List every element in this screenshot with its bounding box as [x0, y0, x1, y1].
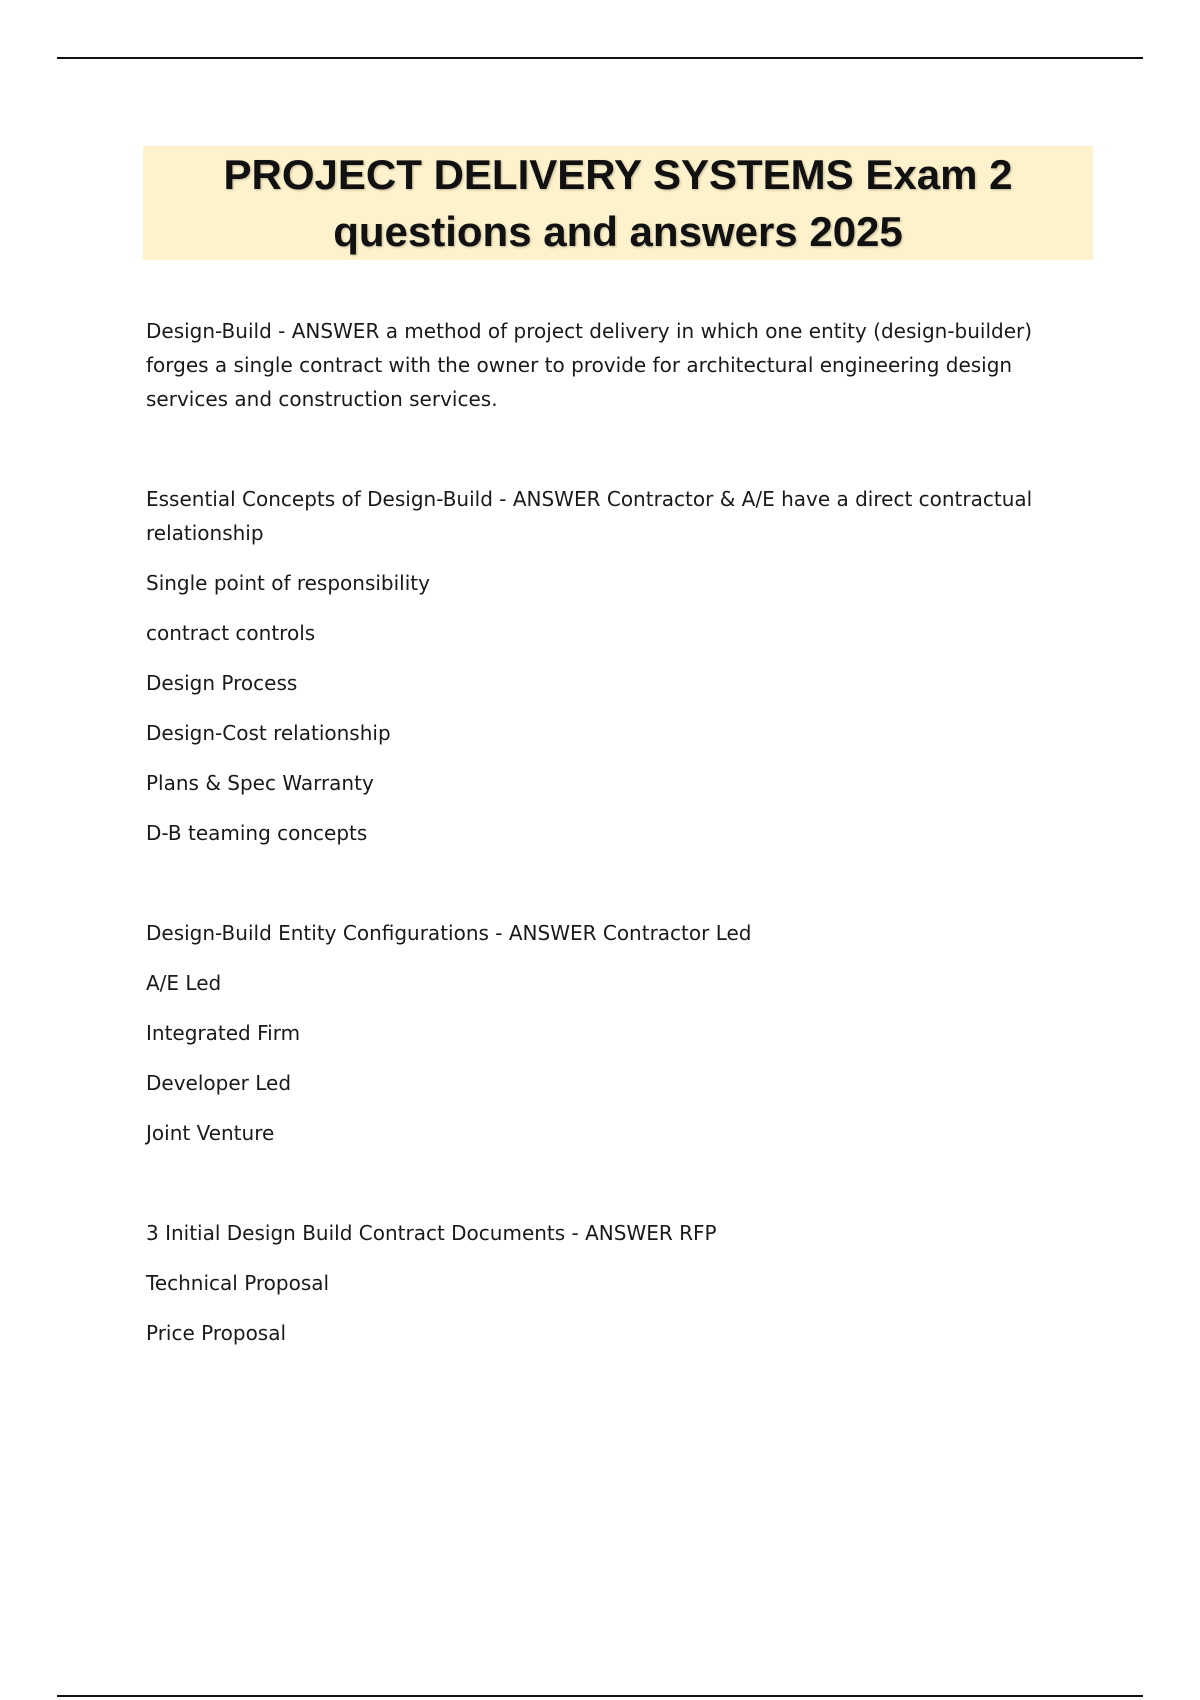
qa-question: Essential Concepts of Design-Build - ANSWER Contractor & A/E have a direct contractual relationship — [146, 487, 1033, 545]
bottom-rule — [57, 1695, 1143, 1697]
answer-item: Price Proposal — [146, 1321, 287, 1345]
qa-entry-entity-configurations — [146, 916, 1086, 1150]
qa-question: 3 Initial Design Build Contract Documents - ANSWER RFP — [146, 1221, 717, 1245]
answer-item: Design Process — [146, 671, 298, 695]
answer-item: A/E Led — [146, 971, 222, 995]
answer-item: contract controls — [146, 621, 316, 645]
top-rule — [57, 57, 1143, 59]
qa-content — [146, 314, 1086, 1416]
answer-item: Design-Cost relationship — [146, 721, 391, 745]
answer-item: D-B teaming concepts — [146, 821, 368, 845]
title-banner — [143, 146, 1093, 260]
title-line-2: questions and answers 2025 — [333, 208, 903, 255]
answer-item: Single point of responsibility — [146, 571, 430, 595]
qa-entry-design-build — [146, 314, 1086, 416]
answer-item: Plans & Spec Warranty — [146, 771, 374, 795]
answer-item: Integrated Firm — [146, 1021, 301, 1045]
answer-item: Joint Venture — [146, 1121, 275, 1145]
qa-entry-essential-concepts — [146, 482, 1086, 850]
qa-question: Design-Build - ANSWER a method of project delivery in which one entity (design-builder) forges a single contract with the owner to provide for architectural engineering design services and construction services. — [146, 319, 1033, 411]
qa-question: Design-Build Entity Configurations - ANSWER Contractor Led — [146, 921, 752, 945]
answer-item: Technical Proposal — [146, 1271, 330, 1295]
answer-item: Developer Led — [146, 1071, 292, 1095]
title-line-1: PROJECT DELIVERY SYSTEMS Exam 2 — [223, 151, 1013, 198]
qa-entry-initial-documents — [146, 1216, 1086, 1350]
